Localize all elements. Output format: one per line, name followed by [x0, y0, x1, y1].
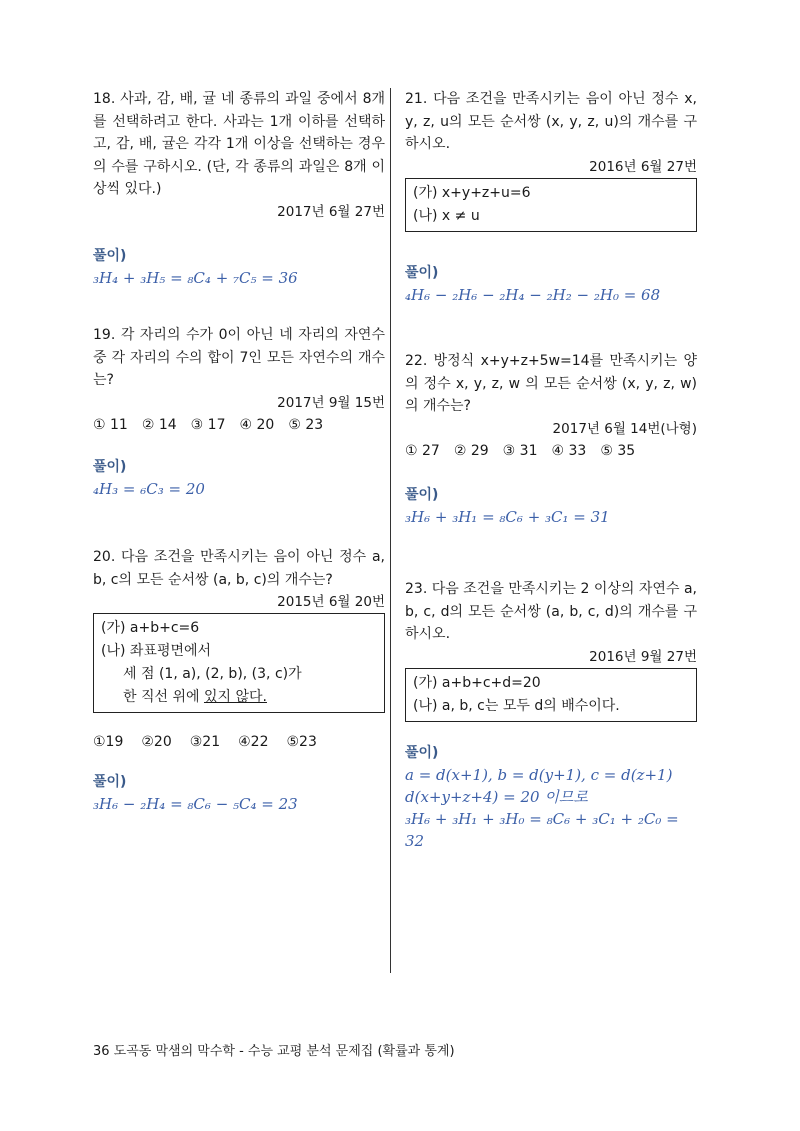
problem-21	[405, 88, 697, 306]
choice-4: ④ 33	[551, 442, 587, 459]
problem-18-source: 2017년 6월 27번	[277, 203, 385, 220]
choice-4: ④ 20	[239, 416, 275, 433]
problem-20-conditions	[93, 613, 385, 713]
problem-20-solution-label: 풀이)	[93, 774, 127, 790]
problem-21-conditions	[405, 178, 697, 232]
choice-2: ② 14	[141, 416, 177, 433]
problem-21-solution-label: 풀이)	[405, 264, 439, 281]
problem-18-solution-label: 풀이)	[93, 247, 127, 264]
condition-na-line2: 세 점 (1, a), (2, b), (3, c)가	[123, 666, 302, 682]
condition-ga: (가) x+y+z+u=6	[413, 184, 531, 201]
condition-na: (나) x ≠ u	[413, 207, 480, 224]
problem-19-text: 19. 각 자리의 수가 0이 아닌 네 자리의 자연수 중 각 자리의 수의 합이 7인 모든 자연수의 개수는?	[93, 327, 385, 388]
problem-21-source: 2016년 6월 27번	[589, 158, 697, 175]
condition-ga: (가) a+b+c=6	[101, 620, 200, 636]
choice-3: ③ 31	[502, 442, 538, 459]
problem-22-source: 2017년 6월 14번(나형)	[552, 420, 697, 437]
choice-5: ⑤ 23	[288, 416, 324, 433]
problem-23-source: 2016년 9월 27번	[589, 648, 697, 665]
problem-19-solution-label: 풀이)	[93, 458, 127, 475]
condition-na: (나) 좌표평면에서	[101, 643, 212, 659]
condition-ga: (가) a+b+c+d=20	[413, 674, 541, 691]
condition-na-line3-underlined: 있지 않다.	[203, 689, 267, 705]
problem-23-conditions	[405, 668, 697, 722]
problem-18	[93, 88, 385, 289]
problem-21-solution: ₄H₆ − ₂H₆ − ₂H₄ − ₂H₂ − ₂H₀ = 68	[405, 285, 661, 304]
problem-18-solution: ₃H₄ + ₃H₅ = ₈C₄ + ₇C₅ = 36	[93, 268, 298, 287]
problem-23-text: 23. 다음 조건을 만족시키는 2 이상의 자연수 a, b, c, d의 모든 순서쌍 (a, b, c, d)의 개수를 구하시오.	[405, 581, 697, 642]
problem-19-choices	[93, 414, 385, 436]
choice-5: ⑤ 35	[600, 442, 636, 459]
choice-3: ③21	[189, 734, 221, 750]
choice-1: ①19	[93, 734, 124, 750]
choice-3: ③ 17	[190, 416, 226, 433]
problem-23-solution-line1: a = d(x+1), b = d(y+1), c = d(z+1)	[405, 765, 673, 784]
problem-19-solution: ₄H₃ = ₆C₃ = 20	[93, 479, 205, 498]
problem-20-solution: ₃H₆ − ₂H₄ = ₈C₆ − ₅C₄ = 23	[93, 795, 298, 813]
problem-19-source: 2017년 9월 15번	[277, 394, 385, 411]
problem-22-text: 22. 방정식 x+y+z+5w=14를 만족시키는 양의 정수 x, y, z, w 의 모든 순서쌍 (x, y, z, w)의 개수는?	[405, 353, 697, 414]
page-footer: 36 도곡동 막샘의 막수학 - 수능 교평 분석 문제집 (확률과 통계)	[93, 1044, 455, 1059]
problem-22-choices	[405, 440, 697, 462]
choice-4: ④22	[238, 734, 269, 750]
choice-2: ② 29	[453, 442, 489, 459]
problem-21-text: 21. 다음 조건을 만족시키는 음이 아닌 정수 x, y, z, u의 모든 순서쌍 (x, y, z, u)의 개수를 구하시오.	[405, 91, 697, 152]
column-divider	[390, 88, 391, 973]
choice-1: ① 11	[93, 416, 128, 433]
problem-22-solution-label: 풀이)	[405, 486, 439, 503]
problem-18-text: 18. 사과, 감, 배, 귤 네 종류의 과일 중에서 8개를 선택하려고 한다. 사과는 1개 이하를 선택하고, 감, 배, 귤은 각각 1개 이상을 선택하는 경우의 수를 구하시오. (단, 각 종류의 과일은 8개 이상씩 있다.)	[93, 91, 385, 197]
problem-23	[405, 578, 697, 852]
problem-20-source: 2015년 6월 20번	[277, 594, 385, 610]
condition-na-line3-a: 한 직선 위에	[123, 689, 204, 705]
problem-20	[93, 546, 385, 815]
problem-19	[93, 324, 385, 500]
condition-na: (나) a, b, c는 모두 d의 배수이다.	[413, 697, 620, 714]
problem-23-solution-line3: ₃H₆ + ₃H₁ + ₃H₀ = ₈C₆ + ₃C₁ + ₂C₀ = 32	[405, 809, 679, 850]
choice-1: ① 27	[405, 442, 440, 459]
problem-23-solution-label: 풀이)	[405, 744, 439, 761]
problem-20-text: 20. 다음 조건을 만족시키는 음이 아닌 정수 a, b, c의 모든 순서쌍 (a, b, c)의 개수는?	[93, 549, 385, 588]
choice-5: ⑤23	[286, 734, 317, 750]
choice-2: ②20	[141, 734, 172, 750]
problem-22	[405, 350, 697, 528]
problem-22-solution: ₃H₆ + ₃H₁ = ₈C₆ + ₃C₁ = 31	[405, 507, 610, 526]
problem-20-choices	[93, 731, 385, 753]
problem-23-solution-line2: d(x+y+z+4) = 20 이므로	[405, 787, 588, 806]
condition-na-line3	[101, 686, 377, 709]
